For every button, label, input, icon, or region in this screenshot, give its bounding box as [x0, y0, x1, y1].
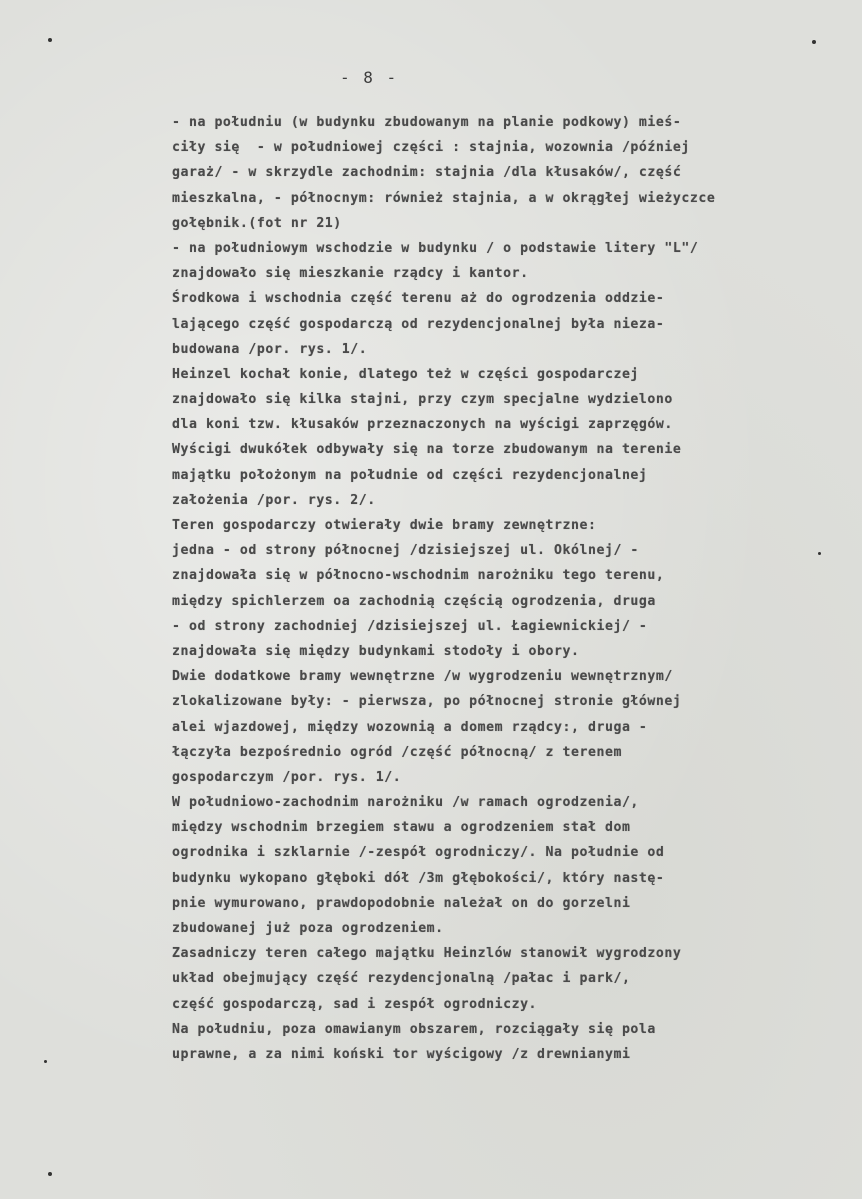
- text-line: budynku wykopano głęboki dół /3m głębokości/, który nastę-: [172, 870, 665, 886]
- text-line: między spichlerzem oa zachodnią częścią ogrodzenia, druga: [172, 593, 656, 609]
- margin-speck: [48, 1172, 52, 1176]
- text-line: garaż/ - w skrzydle zachodnim: stajnia /dla kłusaków/, część: [172, 165, 682, 181]
- text-line: jedna - od strony północnej /dzisiejszej ul. Okólnej/ -: [172, 543, 639, 559]
- text-line: Zasadniczy teren całego majątku Heinzlów stanowił wygrodzony: [172, 946, 682, 962]
- text-line: znajdowała się między budynkami stodoły i obory.: [172, 643, 580, 659]
- text-line: znajdowała się w północno-wschodnim narożniku tego terenu,: [172, 568, 665, 584]
- text-line: Na południu, poza omawianym obszarem, rozciągały się pola: [172, 1021, 656, 1037]
- text-line: - na południowym wschodzie w budynku / o podstawie litery "L"/: [172, 240, 699, 256]
- text-line: założenia /por. rys. 2/.: [172, 492, 376, 508]
- text-line: gołębnik.(fot nr 21): [172, 215, 342, 231]
- text-line: W południowo-zachodnim narożniku /w ramach ogrodzenia/,: [172, 795, 639, 811]
- text-line: Środkowa i wschodnia część terenu aż do ogrodzenia oddzie-: [172, 291, 665, 307]
- text-line: znajdowało się kilka stajni, przy czym specjalne wydzielono: [172, 392, 673, 408]
- text-line: zbudowanej już poza ogrodzeniem.: [172, 921, 444, 936]
- text-line: pnie wymurowano, prawdopodobnie należał on do gorzelni: [172, 895, 631, 911]
- text-line: Wyścigi dwukółek odbywały się na torze zbudowanym na terenie: [172, 442, 682, 458]
- text-line: Dwie dodatkowe bramy wewnętrzne /w wygrodzeniu wewnętrznym/: [172, 669, 673, 685]
- text-line: majątku położonym na południe od części rezydencjonalnej: [172, 467, 648, 483]
- text-line: Heinzel kochał konie, dlatego też w części gospodarczej: [172, 366, 639, 382]
- margin-speck: [818, 552, 821, 555]
- text-line: między wschodnim brzegiem stawu a ogrodzeniem stał dom: [172, 820, 631, 836]
- text-line: część gospodarczą, sad i zespół ogrodniczy.: [172, 996, 538, 1012]
- margin-speck: [812, 40, 816, 44]
- text-line: - na południu (w budynku zbudowanym na planie podkowy) mieś-: [172, 115, 682, 130]
- text-line: mieszkalna, - północnym: również stajnia, a w okrągłej wieżyczce: [172, 190, 716, 206]
- page-number: - 8 -: [340, 68, 399, 87]
- text-line: znajdowało się mieszkanie rządcy i kantor.: [172, 266, 529, 282]
- text-line: - od strony zachodniej /dzisiejszej ul. Łagiewnickiej/ -: [172, 618, 648, 634]
- text-line: budowana /por. rys. 1/.: [172, 341, 368, 357]
- text-line: zlokalizowane były: - pierwsza, po północnej stronie głównej: [172, 694, 682, 710]
- margin-speck: [44, 1060, 47, 1063]
- text-line: gospodarczym /por. rys. 1/.: [172, 769, 402, 785]
- text-line: ciły się - w południowej części : stajnia, wozownia /później: [172, 140, 690, 156]
- text-line: alei wjazdowej, między wozownią a domem rządcy:, druga -: [172, 719, 648, 735]
- margin-speck: [48, 38, 52, 42]
- text-line: ogrodnika i szklarnie /-zespół ogrodniczy/. Na południe od: [172, 845, 665, 861]
- text-line: łączyła bezpośrednio ogród /część północną/ z terenem: [172, 744, 622, 760]
- text-line: Teren gospodarczy otwierały dwie bramy zewnętrzne:: [172, 518, 597, 533]
- text-line: lającego część gospodarczą od rezydencjonalnej była nieza-: [172, 316, 665, 332]
- body-text: [172, 110, 812, 1067]
- text-line: układ obejmujący część rezydencjonalną /pałac i park/,: [172, 971, 631, 987]
- text-line: dla koni tzw. kłusaków przeznaczonych na wyścigi zaprzęgów.: [172, 417, 673, 433]
- text-line: uprawne, a za nimi koński tor wyścigowy /z drewnianymi: [172, 1046, 631, 1062]
